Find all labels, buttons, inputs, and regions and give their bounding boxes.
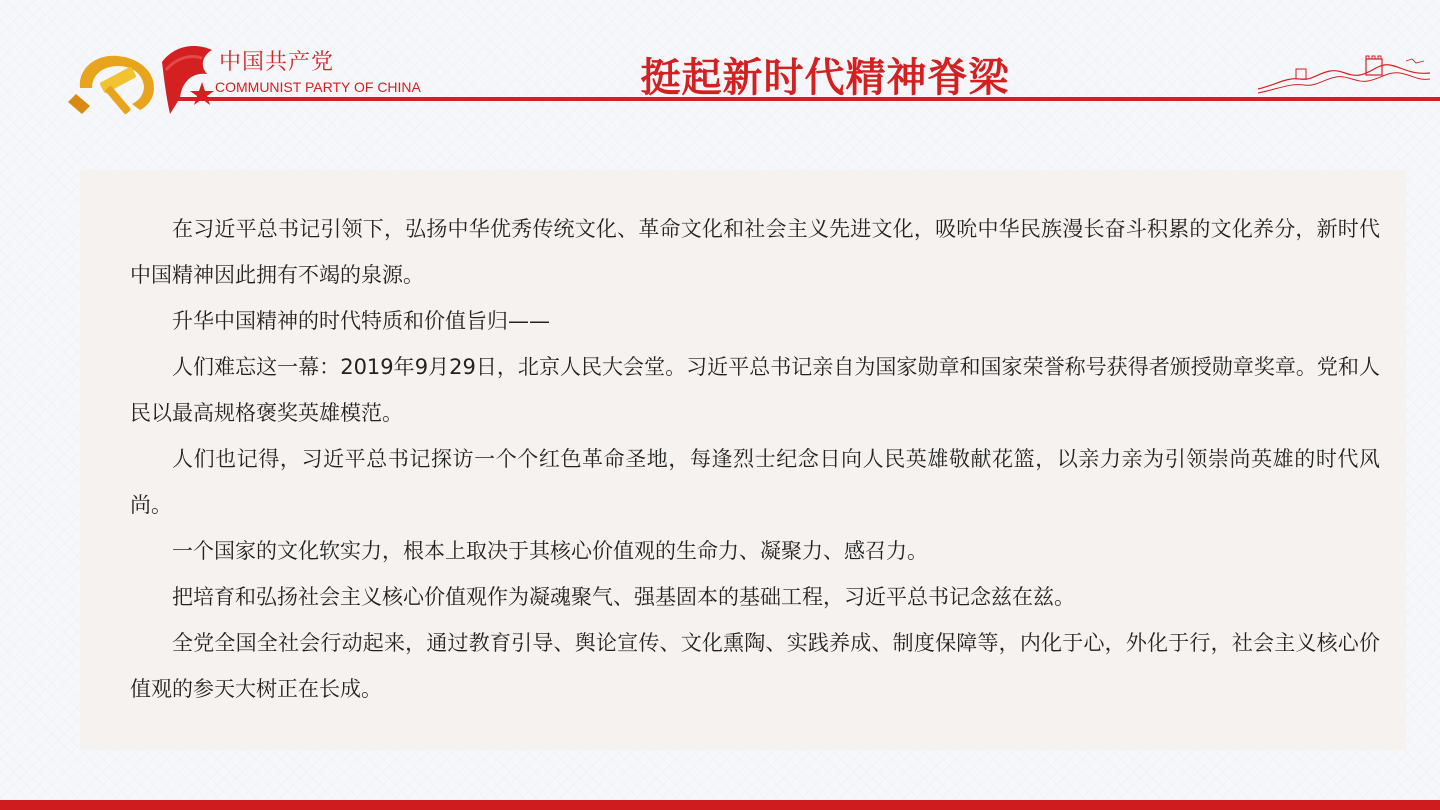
paragraph: 升华中国精神的时代特质和价值旨归—— — [172, 309, 550, 333]
paragraph: 全党全国全社会行动起来，通过教育引导、舆论宣传、文化熏陶、实践养成、制度保障等，内化于心，外化于行，社会主义核心价值观的参天大树正在长成。 — [130, 631, 1380, 701]
party-name-cn: 中国共产党 — [219, 50, 335, 75]
paragraph: 一个国家的文化软实力，根本上取决于其核心价值观的生命力、凝聚力、感召力。 — [172, 539, 928, 563]
page-title: 挺起新时代精神脊梁 — [640, 55, 1010, 101]
paragraph: 把培育和弘扬社会主义核心价值观作为凝魂聚气、强基固本的基础工程，习近平总书记念兹在兹。 — [172, 585, 1075, 609]
paragraph: 人们难忘这一幕：2019年9月29日，北京人民大会堂。习近平总书记亲自为国家勋章和国家荣誉称号获得者颁授勋章奖章。党和人民以最高规格褒奖英雄模范。 — [130, 355, 1380, 425]
paragraph: 人们也记得，习近平总书记探访一个个红色革命圣地，每逢烈士纪念日向人民英雄敬献花篮，以亲力亲为引领崇尚英雄的时代风尚。 — [130, 447, 1380, 517]
great-wall-icon — [1256, 55, 1432, 95]
paragraph: 在习近平总书记引领下，弘扬中华优秀传统文化、革命文化和社会主义先进文化，吸吮中华民族漫长奋斗积累的文化养分，新时代中国精神因此拥有不竭的泉源。 — [130, 217, 1380, 287]
party-name-en: COMMUNIST PARTY OF CHINA — [215, 79, 421, 95]
bottom-bar — [0, 800, 1440, 810]
header — [0, 0, 1440, 130]
article-body — [130, 206, 1380, 712]
